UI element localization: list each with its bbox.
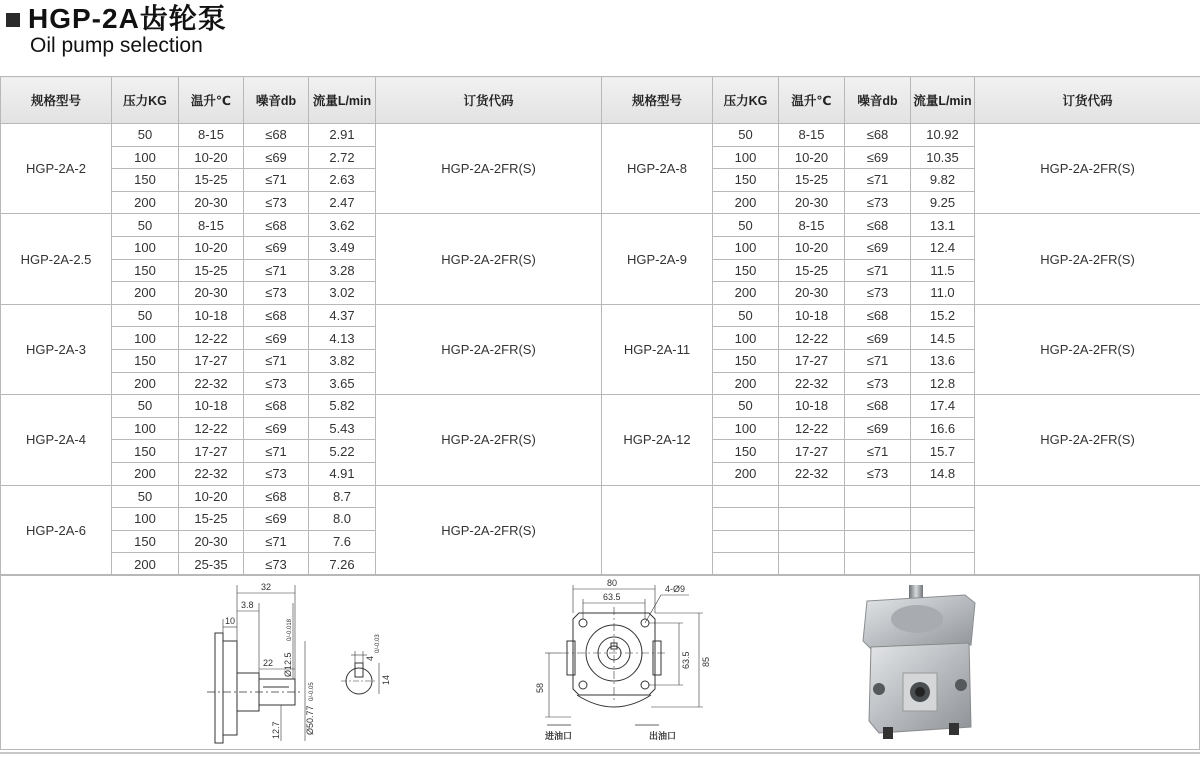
key-width-tol: 0/-0.03 [375, 634, 381, 653]
flow-cell: 14.5 [911, 327, 975, 350]
noise-cell: ≤71 [244, 440, 309, 463]
pressure-cell: 150 [713, 259, 779, 282]
drawings-panel [0, 574, 1200, 750]
flow-cell: 3.02 [309, 282, 376, 305]
flow-cell: 15.7 [911, 440, 975, 463]
col-temp-rise: 温升℃ [179, 77, 244, 124]
temp-rise-cell [779, 508, 845, 531]
col-flow: 流量L/min [911, 77, 975, 124]
pressure-cell: 150 [112, 349, 179, 372]
flow-cell: 9.25 [911, 191, 975, 214]
col-order-code: 订货代码 [376, 77, 602, 124]
inlet-label: 进油口 [545, 731, 573, 741]
dim-63-5-top: 63.5 [603, 592, 621, 602]
order-code-cell: HGP-2A-2FR(S) [975, 304, 1200, 394]
pressure-cell: 100 [112, 417, 179, 440]
temp-rise-cell: 20-30 [779, 282, 845, 305]
pressure-cell: 200 [112, 191, 179, 214]
temp-rise-cell: 10-18 [179, 304, 244, 327]
flow-cell: 8.0 [309, 508, 376, 531]
order-code-cell: HGP-2A-2FR(S) [376, 214, 602, 304]
order-code-cell: HGP-2A-2FR(S) [975, 395, 1200, 485]
dim-10: 10 [225, 616, 236, 626]
flow-cell: 3.62 [309, 214, 376, 237]
flow-cell: 12.4 [911, 236, 975, 259]
temp-rise-cell: 10-20 [779, 236, 845, 259]
noise-cell: ≤73 [244, 282, 309, 305]
noise-cell [845, 530, 911, 553]
flow-cell: 10.92 [911, 124, 975, 147]
key-height: 14 [381, 674, 391, 685]
pressure-cell: 200 [112, 282, 179, 305]
temp-rise-cell: 22-32 [779, 462, 845, 485]
model-cell: HGP-2A-2 [1, 124, 112, 214]
flow-cell: 3.65 [309, 372, 376, 395]
temp-rise-cell: 15-25 [779, 259, 845, 282]
col-model: 规格型号 [1, 77, 112, 124]
temp-rise-cell: 15-25 [179, 169, 244, 192]
noise-cell [845, 553, 911, 576]
page-subtitle: Oil pump selection [30, 34, 203, 57]
temp-rise-cell: 15-25 [179, 259, 244, 282]
flow-cell: 15.2 [911, 304, 975, 327]
noise-cell: ≤69 [244, 146, 309, 169]
pressure-cell: 100 [713, 236, 779, 259]
noise-cell [845, 508, 911, 531]
dim-80: 80 [607, 578, 618, 588]
temp-rise-cell: 20-30 [779, 191, 845, 214]
noise-cell: ≤71 [845, 349, 911, 372]
dia-pilot-tol: 0/-0.05 [309, 682, 315, 701]
pressure-cell: 200 [112, 553, 179, 576]
flow-cell: 3.49 [309, 236, 376, 259]
order-code-cell: HGP-2A-2FR(S) [975, 214, 1200, 304]
temp-rise-cell [779, 530, 845, 553]
pressure-cell [713, 508, 779, 531]
temp-rise-cell: 17-27 [179, 349, 244, 372]
flow-cell: 14.8 [911, 462, 975, 485]
pressure-cell: 50 [112, 304, 179, 327]
table-row [1, 304, 1200, 327]
flow-cell: 4.13 [309, 327, 376, 350]
noise-cell: ≤71 [845, 169, 911, 192]
temp-rise-cell: 22-32 [779, 372, 845, 395]
flow-cell: 12.8 [911, 372, 975, 395]
noise-cell: ≤71 [845, 440, 911, 463]
pressure-cell: 100 [112, 508, 179, 531]
flow-cell: 5.82 [309, 395, 376, 418]
col-temp-rise: 温升℃ [779, 77, 845, 124]
noise-cell: ≤73 [845, 462, 911, 485]
temp-rise-cell: 10-18 [779, 304, 845, 327]
pressure-cell: 50 [713, 395, 779, 418]
noise-cell: ≤73 [244, 191, 309, 214]
flow-cell: 17.4 [911, 395, 975, 418]
col-flow: 流量L/min [309, 77, 376, 124]
flow-cell: 2.63 [309, 169, 376, 192]
flow-cell [911, 530, 975, 553]
pressure-cell: 200 [713, 462, 779, 485]
noise-cell: ≤73 [845, 372, 911, 395]
noise-cell: ≤69 [845, 327, 911, 350]
temp-rise-cell: 20-30 [179, 282, 244, 305]
flow-cell: 16.6 [911, 417, 975, 440]
temp-rise-cell: 8-15 [179, 124, 244, 147]
order-code-cell: HGP-2A-2FR(S) [376, 395, 602, 485]
flow-cell: 5.43 [309, 417, 376, 440]
temp-rise-cell: 10-20 [179, 236, 244, 259]
model-cell: HGP-2A-3 [1, 304, 112, 394]
noise-cell: ≤69 [845, 417, 911, 440]
pressure-cell: 200 [112, 462, 179, 485]
pressure-cell [713, 553, 779, 576]
noise-cell: ≤69 [244, 236, 309, 259]
selection-table [0, 76, 1200, 576]
dim-63-5-side: 63.5 [681, 651, 691, 669]
key-width: 4 [365, 655, 375, 661]
model-cell: HGP-2A-12 [602, 395, 713, 485]
temp-rise-cell: 15-25 [779, 169, 845, 192]
flow-cell: 4.37 [309, 304, 376, 327]
flow-cell [911, 553, 975, 576]
flow-cell: 11.5 [911, 259, 975, 282]
noise-cell: ≤69 [845, 236, 911, 259]
flow-cell: 10.35 [911, 146, 975, 169]
temp-rise-cell: 12-22 [779, 417, 845, 440]
noise-cell: ≤73 [244, 372, 309, 395]
model-cell: HGP-2A-8 [602, 124, 713, 214]
pressure-cell: 150 [112, 440, 179, 463]
dia-shaft: Ø12.5 [283, 652, 293, 677]
pressure-cell: 100 [713, 146, 779, 169]
noise-cell: ≤68 [845, 304, 911, 327]
pressure-cell: 100 [112, 146, 179, 169]
dim-32: 32 [261, 582, 272, 592]
table-header-row [1, 77, 1200, 124]
pressure-cell: 200 [713, 372, 779, 395]
flow-cell: 2.72 [309, 146, 376, 169]
noise-cell: ≤69 [845, 146, 911, 169]
flow-cell: 7.6 [309, 530, 376, 553]
temp-rise-cell: 12-22 [179, 417, 244, 440]
noise-cell: ≤68 [244, 214, 309, 237]
noise-cell: ≤68 [244, 124, 309, 147]
flow-cell [911, 485, 975, 508]
noise-cell: ≤68 [845, 395, 911, 418]
order-code-cell: HGP-2A-2FR(S) [975, 124, 1200, 214]
pressure-cell: 50 [713, 214, 779, 237]
pressure-cell: 150 [713, 169, 779, 192]
temp-rise-cell: 12-22 [779, 327, 845, 350]
dim-85: 85 [701, 656, 711, 667]
temp-rise-cell: 22-32 [179, 462, 244, 485]
col-order-code: 订货代码 [975, 77, 1200, 124]
temp-rise-cell: 20-30 [179, 530, 244, 553]
temp-rise-cell: 8-15 [779, 124, 845, 147]
flow-cell: 2.91 [309, 124, 376, 147]
flow-cell: 9.82 [911, 169, 975, 192]
noise-cell: ≤73 [244, 462, 309, 485]
pressure-cell [713, 485, 779, 508]
dim-3-8: 3.8 [241, 600, 254, 610]
flow-cell: 11.0 [911, 282, 975, 305]
noise-cell: ≤69 [244, 508, 309, 531]
temp-rise-cell [779, 485, 845, 508]
pressure-cell: 50 [713, 124, 779, 147]
pressure-cell: 100 [112, 236, 179, 259]
model-cell: HGP-2A-4 [1, 395, 112, 485]
pressure-cell: 50 [112, 214, 179, 237]
dia-pilot: Ø50.77 [305, 705, 315, 735]
pressure-cell: 200 [112, 372, 179, 395]
noise-cell: ≤73 [845, 282, 911, 305]
order-code-cell: HGP-2A-2FR(S) [376, 124, 602, 214]
noise-cell: ≤73 [244, 553, 309, 576]
holes-spec: 4-Ø9 [665, 584, 686, 594]
col-pressure: 压力KG [713, 77, 779, 124]
pressure-cell: 100 [713, 417, 779, 440]
noise-cell [845, 485, 911, 508]
temp-rise-cell [779, 553, 845, 576]
pressure-cell: 150 [112, 530, 179, 553]
flow-cell [911, 508, 975, 531]
noise-cell: ≤68 [845, 124, 911, 147]
pressure-cell: 50 [112, 485, 179, 508]
gear-pump-photo [857, 581, 983, 745]
flow-cell: 3.28 [309, 259, 376, 282]
table-row [1, 214, 1200, 237]
col-model: 规格型号 [602, 77, 713, 124]
noise-cell: ≤71 [244, 259, 309, 282]
pressure-cell: 200 [713, 282, 779, 305]
pressure-cell: 150 [713, 349, 779, 372]
flow-cell: 3.82 [309, 349, 376, 372]
order-code-cell [975, 485, 1200, 575]
table-row [1, 395, 1200, 418]
temp-rise-cell: 8-15 [779, 214, 845, 237]
temp-rise-cell: 17-27 [179, 440, 244, 463]
model-cell: HGP-2A-6 [1, 485, 112, 575]
model-cell: HGP-2A-2.5 [1, 214, 112, 304]
page-title: HGP-2A齿轮泵 [28, 3, 227, 34]
pressure-cell: 150 [112, 259, 179, 282]
flow-cell: 13.6 [911, 349, 975, 372]
order-code-cell: HGP-2A-2FR(S) [376, 304, 602, 394]
dim-22: 22 [263, 658, 274, 668]
title-bullet-icon [6, 13, 20, 27]
dia-shaft-tol: 0/-0.018 [287, 618, 293, 641]
noise-cell: ≤71 [244, 349, 309, 372]
noise-cell: ≤73 [845, 191, 911, 214]
outlet-label: 出油口 [649, 731, 677, 741]
pressure-cell: 100 [112, 327, 179, 350]
noise-cell: ≤71 [845, 259, 911, 282]
side-view-drawing [201, 581, 411, 749]
temp-rise-cell: 12-22 [179, 327, 244, 350]
flow-cell: 4.91 [309, 462, 376, 485]
temp-rise-cell: 22-32 [179, 372, 244, 395]
table-row [1, 124, 1200, 147]
temp-rise-cell: 15-25 [179, 508, 244, 531]
front-view-drawing [531, 577, 721, 749]
model-cell [602, 485, 713, 575]
temp-rise-cell: 25-35 [179, 553, 244, 576]
col-noise: 噪音db [845, 77, 911, 124]
noise-cell: ≤68 [244, 304, 309, 327]
page-header [6, 4, 227, 58]
table-row [1, 485, 1200, 508]
pressure-cell: 200 [713, 191, 779, 214]
temp-rise-cell: 10-20 [179, 485, 244, 508]
pressure-cell: 50 [112, 124, 179, 147]
temp-rise-cell: 17-27 [779, 349, 845, 372]
temp-rise-cell: 10-18 [779, 395, 845, 418]
temp-rise-cell: 17-27 [779, 440, 845, 463]
model-cell: HGP-2A-11 [602, 304, 713, 394]
pressure-cell: 100 [713, 327, 779, 350]
flow-cell: 5.22 [309, 440, 376, 463]
temp-rise-cell: 10-18 [179, 395, 244, 418]
noise-cell: ≤69 [244, 417, 309, 440]
flow-cell: 7.26 [309, 553, 376, 576]
noise-cell: ≤71 [244, 530, 309, 553]
noise-cell: ≤69 [244, 327, 309, 350]
temp-rise-cell: 20-30 [179, 191, 244, 214]
pressure-cell: 50 [112, 395, 179, 418]
noise-cell: ≤68 [244, 485, 309, 508]
noise-cell: ≤68 [244, 395, 309, 418]
noise-cell: ≤71 [244, 169, 309, 192]
noise-cell: ≤68 [845, 214, 911, 237]
pressure-cell: 150 [713, 440, 779, 463]
temp-rise-cell: 10-20 [779, 146, 845, 169]
flow-cell: 8.7 [309, 485, 376, 508]
flow-cell: 13.1 [911, 214, 975, 237]
col-noise: 噪音db [244, 77, 309, 124]
temp-rise-cell: 10-20 [179, 146, 244, 169]
order-code-cell: HGP-2A-2FR(S) [376, 485, 602, 575]
pressure-cell: 50 [713, 304, 779, 327]
col-pressure: 压力KG [112, 77, 179, 124]
temp-rise-cell: 8-15 [179, 214, 244, 237]
flow-cell: 2.47 [309, 191, 376, 214]
dim-58: 58 [535, 682, 545, 693]
pressure-cell [713, 530, 779, 553]
pressure-cell: 150 [112, 169, 179, 192]
dim-12-7: 12.7 [271, 721, 281, 739]
bottom-rule [0, 752, 1200, 754]
model-cell: HGP-2A-9 [602, 214, 713, 304]
